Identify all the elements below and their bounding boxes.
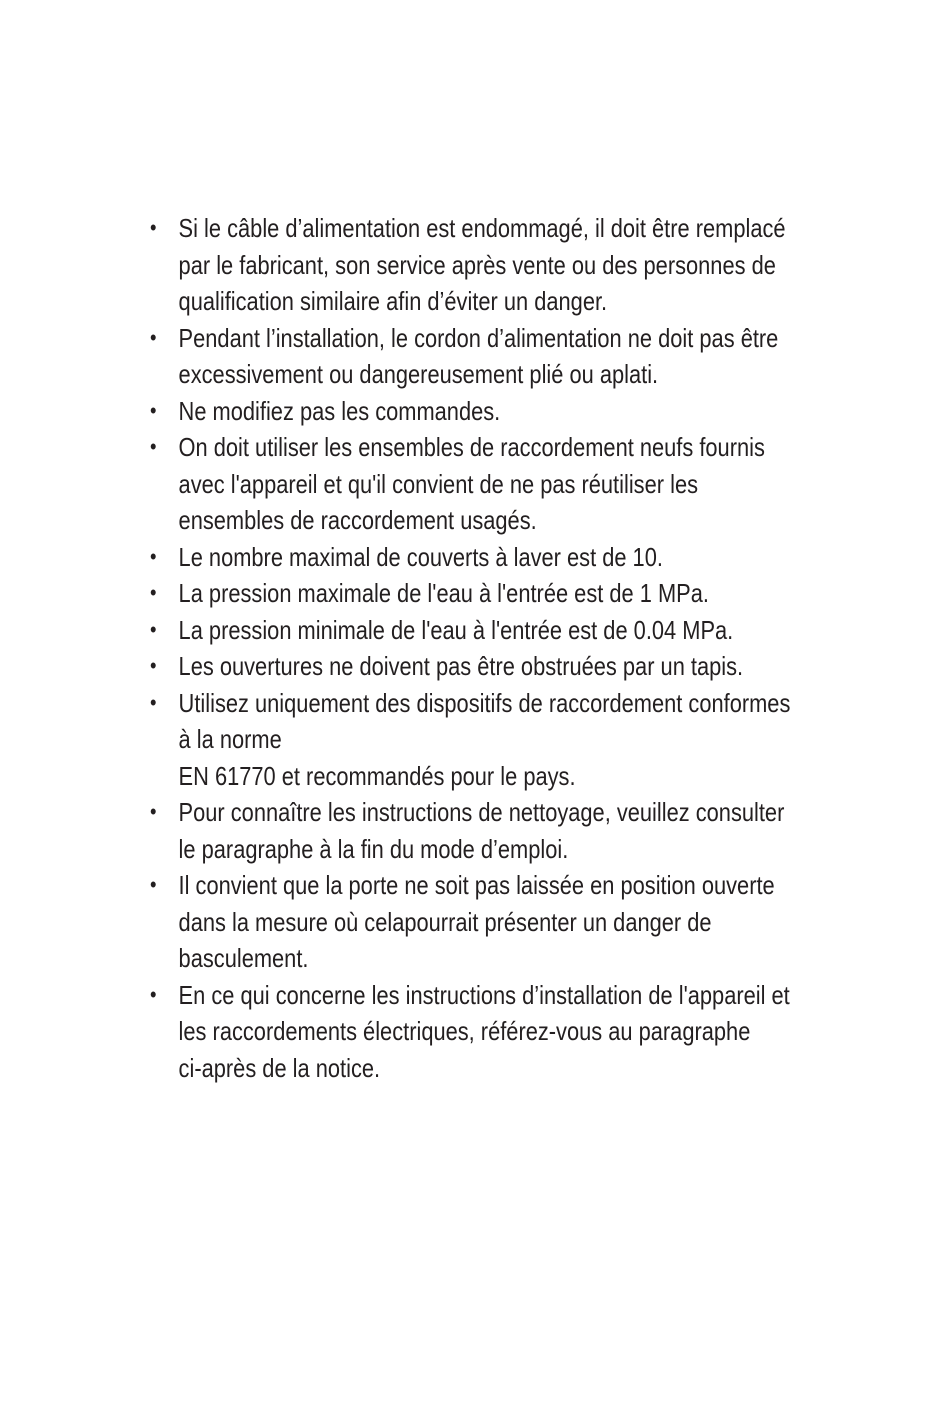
list-item [150, 539, 709, 576]
list-item-line: La pression minimale de l'eau à l'entrée est de 0.04 MPa. [178, 614, 734, 645]
list-item-line: Ne modifiez pas les commandes. [178, 395, 501, 426]
list-item-line: basculement. [178, 943, 309, 973]
list-item-line: dans la mesure où celapourrait présenter un danger de [178, 906, 712, 937]
bullet-marker: • [150, 872, 157, 897]
list-item-text [179, 320, 779, 393]
bullet-marker: • [150, 580, 157, 605]
list-item-text [179, 794, 785, 867]
safety-instructions-list [150, 210, 791, 1086]
list-item [150, 977, 790, 1087]
list-item [150, 685, 791, 795]
list-item-line: Utilisez uniquement des dispositifs de raccordement conformes [178, 687, 791, 718]
list-item-line: EN 61770 et recommandés pour le pays. [178, 760, 576, 791]
list-item [150, 429, 765, 539]
list-item-line: En ce qui concerne les instructions d’installation de l'appareil et [178, 979, 790, 1010]
bullet-marker: • [150, 653, 157, 678]
list-item-text [179, 648, 744, 685]
list-item-text [179, 210, 786, 320]
list-item-line: avec l'appareil et qu'il convient de ne pas réutiliser les [178, 468, 699, 499]
list-item-line: ensembles de raccordement usagés. [178, 505, 537, 535]
list-item-line: par le fabricant, son service après vente ou des personnes de [178, 249, 776, 280]
bullet-marker: • [150, 434, 157, 459]
bullet-marker: • [150, 981, 157, 1007]
list-item-text [179, 867, 775, 977]
list-item [150, 867, 775, 977]
bullet-marker: • [150, 543, 157, 569]
list-item-line: le paragraphe à la fin du mode d’emploi. [178, 833, 569, 864]
list-item [150, 393, 709, 430]
list-item-text [179, 977, 790, 1087]
list-item-text [179, 429, 765, 539]
bullet-marker: • [150, 689, 157, 715]
list-item-text [179, 685, 791, 795]
bullet-marker: • [150, 215, 157, 240]
list-item [150, 794, 785, 867]
list-item-text [179, 575, 709, 612]
list-item [150, 210, 786, 320]
list-item-line: Si le câble d’alimentation est endommagé, il doit être remplacé [178, 213, 786, 243]
list-item-line: ci-après de la notice. [178, 1052, 381, 1083]
list-item-line: Le nombre maximal de couverts à laver est de 10. [178, 541, 663, 572]
list-item-line: On doit utiliser les ensembles de raccordement neufs fournis [178, 432, 765, 462]
list-item [150, 575, 709, 612]
list-item-line: qualification similaire afin d’éviter un danger. [178, 286, 608, 316]
list-item-line: Pendant l’installation, le cordon d’alimentation ne doit pas être [178, 322, 779, 353]
bullet-marker: • [150, 324, 157, 350]
list-item [150, 320, 779, 393]
list-item-text [179, 612, 734, 649]
list-item [150, 612, 734, 649]
list-item-text [179, 539, 709, 576]
bullet-marker: • [150, 616, 157, 642]
bullet-marker: • [150, 799, 157, 824]
list-item-line: excessivement ou dangereusement plié ou aplati. [178, 359, 659, 389]
list-item-text [179, 393, 709, 430]
list-item-line: Les ouvertures ne doivent pas être obstruées par un tapis. [178, 651, 744, 681]
list-item-line: les raccordements électriques, référez-vous au paragraphe [178, 1016, 751, 1046]
bullet-marker: • [150, 397, 157, 423]
list-item [150, 648, 744, 685]
list-item-line: La pression maximale de l'eau à l'entrée est de 1 MPa. [178, 578, 709, 608]
list-item-line: Pour connaître les instructions de nettoyage, veuillez consulter [178, 797, 785, 827]
list-item-line: Il convient que la porte ne soit pas laissée en position ouverte [178, 870, 775, 900]
list-item-line: à la norme [178, 724, 282, 754]
